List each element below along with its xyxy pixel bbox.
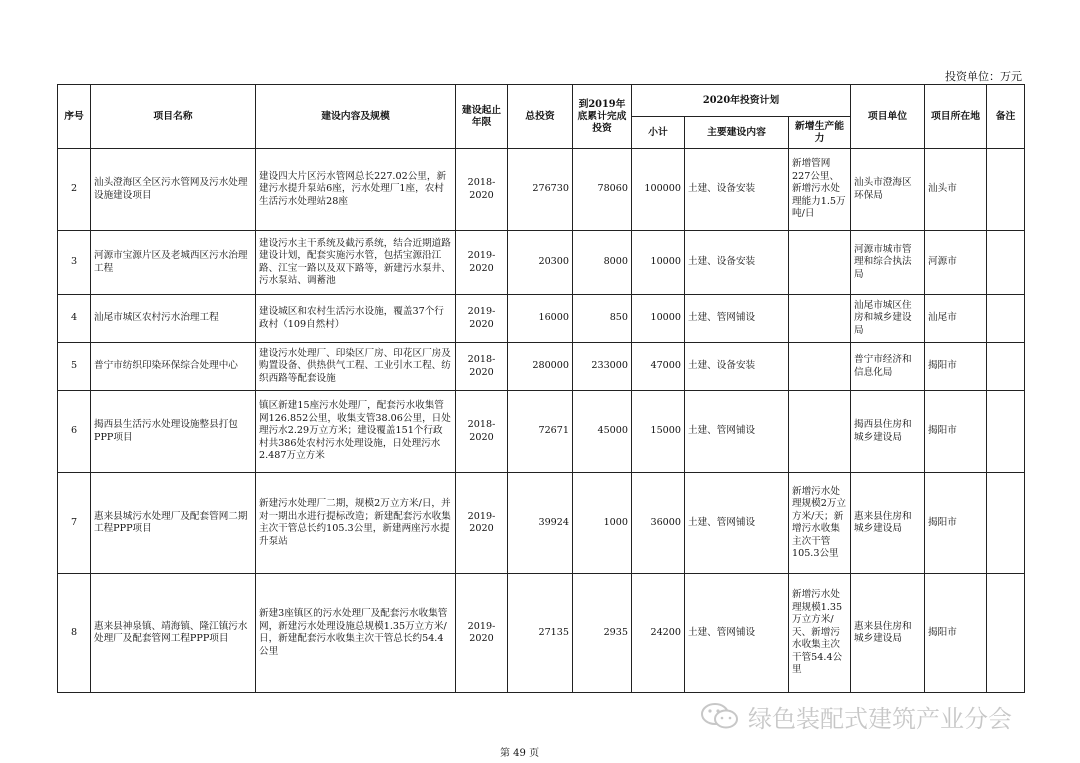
header-main-content: 主要建设内容	[685, 117, 789, 149]
row-done-2019: 45000	[573, 391, 632, 473]
row-seq: 7	[58, 473, 91, 574]
investment-unit-label: 投资单位：万元	[945, 70, 1022, 83]
header-name: 项目名称	[91, 85, 256, 149]
row-unit: 惠来县住房和城乡建设局	[851, 473, 925, 574]
row-total: 72671	[508, 391, 573, 473]
watermark	[700, 698, 1060, 734]
row-location: 揭阳市	[925, 473, 987, 574]
row-unit: 汕头市澄海区环保局	[851, 149, 925, 231]
table-row	[58, 574, 1025, 693]
row-seq: 8	[58, 574, 91, 693]
row-done-2019: 850	[573, 295, 632, 343]
row-total: 20300	[508, 231, 573, 295]
row-period: 2018-2020	[456, 343, 508, 391]
table-row	[58, 391, 1025, 473]
watermark-text: 绿色装配式建筑产业分会	[748, 704, 1012, 733]
row-total: 16000	[508, 295, 573, 343]
row-period: 2019-2020	[456, 231, 508, 295]
row-content: 建设污水处理厂、印染区厂房、印花区厂房及购置设备、供热供气工程、工业引水工程、纺织西路等配套设施	[256, 343, 456, 391]
row-period: 2019-2020	[456, 295, 508, 343]
row-subtotal: 47000	[632, 343, 685, 391]
row-period: 2019-2020	[456, 473, 508, 574]
wechat-icon	[700, 701, 740, 731]
row-total: 276730	[508, 149, 573, 231]
row-total: 27135	[508, 574, 573, 693]
row-unit: 普宁市经济和信息化局	[851, 343, 925, 391]
row-subtotal: 10000	[632, 231, 685, 295]
row-subtotal: 36000	[632, 473, 685, 574]
header-location: 项目所在地	[925, 85, 987, 149]
row-subtotal: 100000	[632, 149, 685, 231]
row-content: 建设城区和农村生活污水设施，覆盖37个行政村（109自然村）	[256, 295, 456, 343]
row-main-content: 土建、设备安装	[685, 149, 789, 231]
row-content: 新建3座镇区的污水处理厂及配套污水收集管网，新建污水处理设施总规模1.35万立方米/日，新建配套污水收集主次干管总长约54.4公里	[256, 574, 456, 693]
row-content: 建设四大片区污水管网总长227.02公里，新建污水提升泵站6座，污水处理厂1座，农村生活污水处理站28座	[256, 149, 456, 231]
row-seq: 2	[58, 149, 91, 231]
header-unit: 项目单位	[851, 85, 925, 149]
row-main-content: 土建、管网铺设	[685, 295, 789, 343]
header-total: 总投资	[508, 85, 573, 149]
header-row-1	[58, 85, 1025, 117]
row-remark	[987, 231, 1025, 295]
row-seq: 5	[58, 343, 91, 391]
row-new-capacity	[789, 391, 851, 473]
table-row	[58, 295, 1025, 343]
table-row	[58, 231, 1025, 295]
row-name: 惠来县城污水处理厂及配套管网二期工程PPP项目	[91, 473, 256, 574]
row-done-2019: 1000	[573, 473, 632, 574]
row-name: 汕尾市城区农村污水治理工程	[91, 295, 256, 343]
row-unit: 河源市城市管理和综合执法局	[851, 231, 925, 295]
row-remark	[987, 295, 1025, 343]
row-main-content: 土建、设备安装	[685, 231, 789, 295]
row-period: 2018-2020	[456, 391, 508, 473]
table-row	[58, 343, 1025, 391]
header-period: 建设起止年限	[456, 85, 508, 149]
row-unit: 汕尾市城区住房和城乡建设局	[851, 295, 925, 343]
row-subtotal: 15000	[632, 391, 685, 473]
row-remark	[987, 149, 1025, 231]
header-plan-2020: 2020年投资计划	[632, 85, 851, 117]
row-location: 汕尾市	[925, 295, 987, 343]
header-remark: 备注	[987, 85, 1025, 149]
row-new-capacity: 新增污水处理规模2万立方米/天；新增污水收集主次干管105.3公里	[789, 473, 851, 574]
row-location: 揭阳市	[925, 574, 987, 693]
header-content: 建设内容及规模	[256, 85, 456, 149]
row-name: 普宁市纺织印染环保综合处理中心	[91, 343, 256, 391]
row-done-2019: 233000	[573, 343, 632, 391]
row-name: 河源市宝源片区及老城西区污水治理工程	[91, 231, 256, 295]
header-seq: 序号	[58, 85, 91, 149]
investment-plan-table	[57, 84, 1025, 693]
table-row	[58, 473, 1025, 574]
row-remark	[987, 391, 1025, 473]
row-remark	[987, 473, 1025, 574]
row-new-capacity	[789, 231, 851, 295]
row-content: 建设污水主干系统及截污系统，结合近期道路建设计划，配套实施污水管，包括宝源沿江路、江宝一路以及双下路等，新建污水泵井、污水泵站、调蓄池	[256, 231, 456, 295]
row-seq: 4	[58, 295, 91, 343]
row-location: 揭阳市	[925, 343, 987, 391]
header-new-capacity: 新增生产能力	[789, 117, 851, 149]
row-main-content: 土建、管网铺设	[685, 391, 789, 473]
row-name: 汕头澄海区全区污水管网及污水处理设施建设项目	[91, 149, 256, 231]
row-new-capacity	[789, 343, 851, 391]
row-location: 河源市	[925, 231, 987, 295]
header-subtotal: 小计	[632, 117, 685, 149]
row-period: 2018-2020	[456, 149, 508, 231]
row-subtotal: 24200	[632, 574, 685, 693]
row-done-2019: 8000	[573, 231, 632, 295]
row-main-content: 土建、管网铺设	[685, 473, 789, 574]
row-unit: 揭西县住房和城乡建设局	[851, 391, 925, 473]
row-seq: 3	[58, 231, 91, 295]
row-done-2019: 2935	[573, 574, 632, 693]
row-main-content: 土建、管网铺设	[685, 574, 789, 693]
row-new-capacity	[789, 295, 851, 343]
page-number: 第 49 页	[500, 748, 540, 759]
row-location: 揭阳市	[925, 391, 987, 473]
row-period: 2019-2020	[456, 574, 508, 693]
table-body	[58, 149, 1025, 693]
row-total: 280000	[508, 343, 573, 391]
header-done-2019: 到2019年底累计完成投资	[573, 85, 632, 149]
row-new-capacity: 新增污水处理规模1.35万立方米/天、新增污水收集主次干管54.4公里	[789, 574, 851, 693]
row-new-capacity: 新增管网227公里、新增污水处理能力1.5万吨/日	[789, 149, 851, 231]
row-seq: 6	[58, 391, 91, 473]
row-content: 新建污水处理厂二期，规模2万立方米/日，并对一期出水进行提标改造；新建配套污水收集主次干管总长约105.3公里，新建两座污水提升泵站	[256, 473, 456, 574]
row-content: 镇区新建15座污水处理厂，配套污水收集管网126.852公里，收集支管38.06公里，日处理污水2.29万立方米；建设覆盖151个行政村共386处农村污水处理设施，日处理污水2.487万立方米	[256, 391, 456, 473]
row-done-2019: 78060	[573, 149, 632, 231]
row-remark	[987, 343, 1025, 391]
row-main-content: 土建、设备安装	[685, 343, 789, 391]
row-name: 惠来县神泉镇、靖海镇、隆江镇污水处理厂及配套管网工程PPP项目	[91, 574, 256, 693]
table-row	[58, 149, 1025, 231]
row-name: 揭西县生活污水处理设施整县打包PPP项目	[91, 391, 256, 473]
row-unit: 惠来县住房和城乡建设局	[851, 574, 925, 693]
row-subtotal: 10000	[632, 295, 685, 343]
row-remark	[987, 574, 1025, 693]
row-location: 汕头市	[925, 149, 987, 231]
row-total: 39924	[508, 473, 573, 574]
